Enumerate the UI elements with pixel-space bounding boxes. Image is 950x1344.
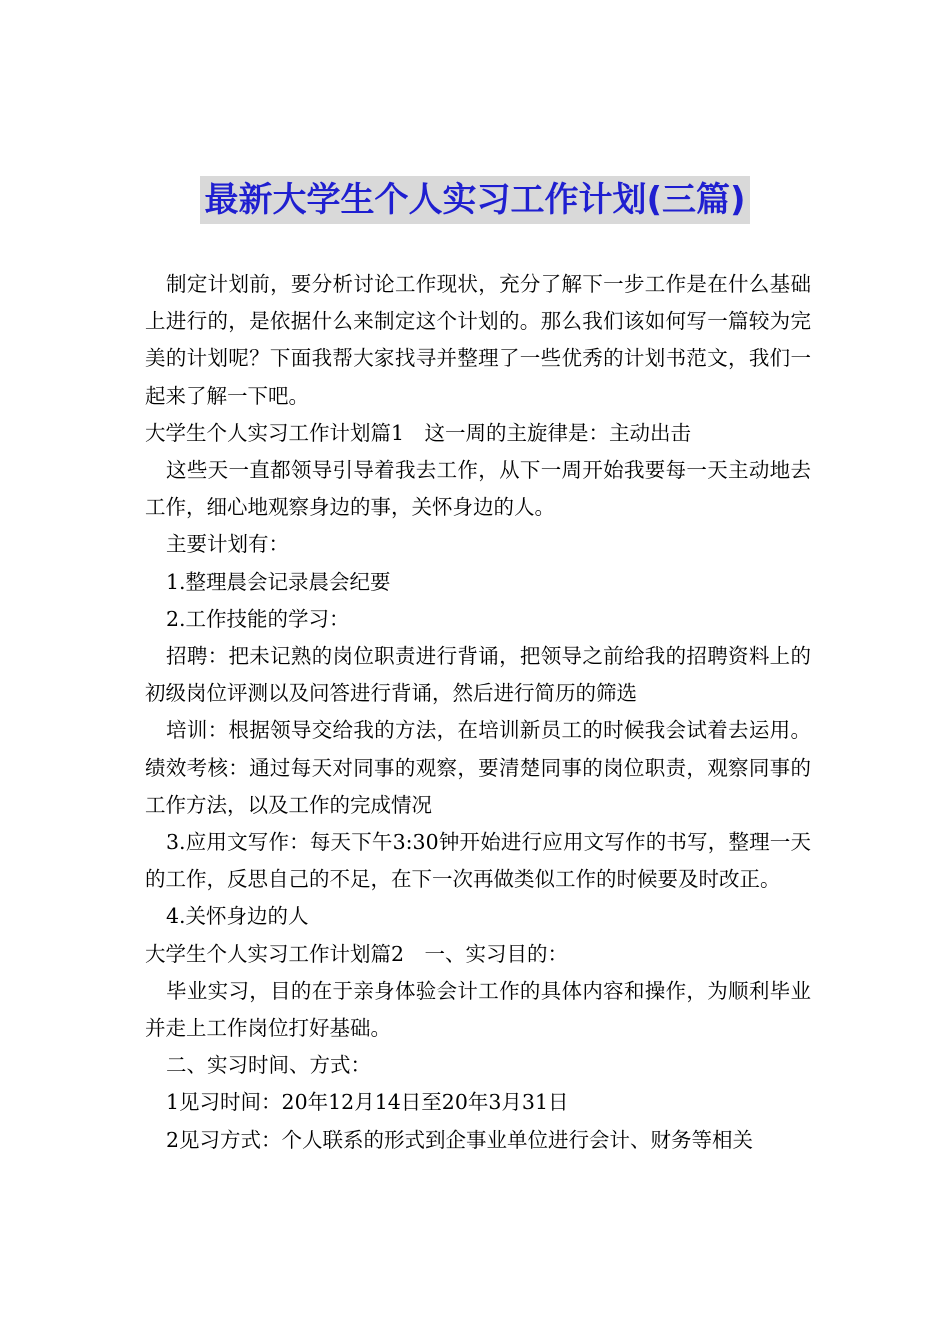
paragraph: 主要计划有： [166,532,289,557]
paragraph: 二、实习时间、方式： [166,1053,371,1078]
list-item: 1.整理晨会记录晨会纪要 [166,569,391,594]
list-item: 4.关怀身边的人 [166,904,309,929]
title-container [0,176,950,224]
list-item: 1见习时间：20年12月14日至20年3月31日 [166,1090,569,1115]
document-body [145,266,811,1159]
paragraph: 招聘：把未记熟的岗位职责进行背诵，把领导之前给我的招聘资料上的初级岗位评测以及问答进行背诵，然后进行简历的筛选 [145,644,811,706]
list-item: 2见习方式：个人联系的形式到企事业单位进行会计、财务等相关 [166,1127,754,1152]
section-heading-2: 大学生个人实习工作计划篇2 一、实习目的： [145,941,569,966]
list-item: 3.应用文写作：每天下午3:30钟开始进行应用文写作的书写，整理一天的工作，反思自己的不足，在下一次再做类似工作的时候要及时改正。 [145,830,811,892]
list-item: 2.工作技能的学习： [166,606,350,631]
paragraph: 毕业实习，目的在于亲身体验会计工作的具体内容和操作，为顺利毕业并走上工作岗位打好基础。 [145,978,811,1041]
document-title: 最新大学生个人实习工作计划(三篇) [200,176,749,224]
paragraph-intro: 制定计划前，要分析讨论工作现状，充分了解下一步工作是在什么基础上进行的，是依据什么来制定这个计划的。那么我们该如何写一篇较为完美的计划呢？下面我帮大家找寻并整理了一些优秀的计划书范文，我们一起来了解一下吧。 [145,272,811,408]
paragraph: 这些天一直都领导引导着我去工作，从下一周开始我要每一天主动地去工作，细心地观察身边的事，关怀身边的人。 [145,458,811,520]
paragraph: 培训：根据领导交给我的方法，在培训新员工的时候我会试着去运用。绩效考核：通过每天对同事的观察，要清楚同事的岗位职责，观察同事的工作方法，以及工作的完成情况 [145,718,811,817]
section-heading-1: 大学生个人实习工作计划篇1 这一周的主旋律是：主动出击 [145,420,692,445]
